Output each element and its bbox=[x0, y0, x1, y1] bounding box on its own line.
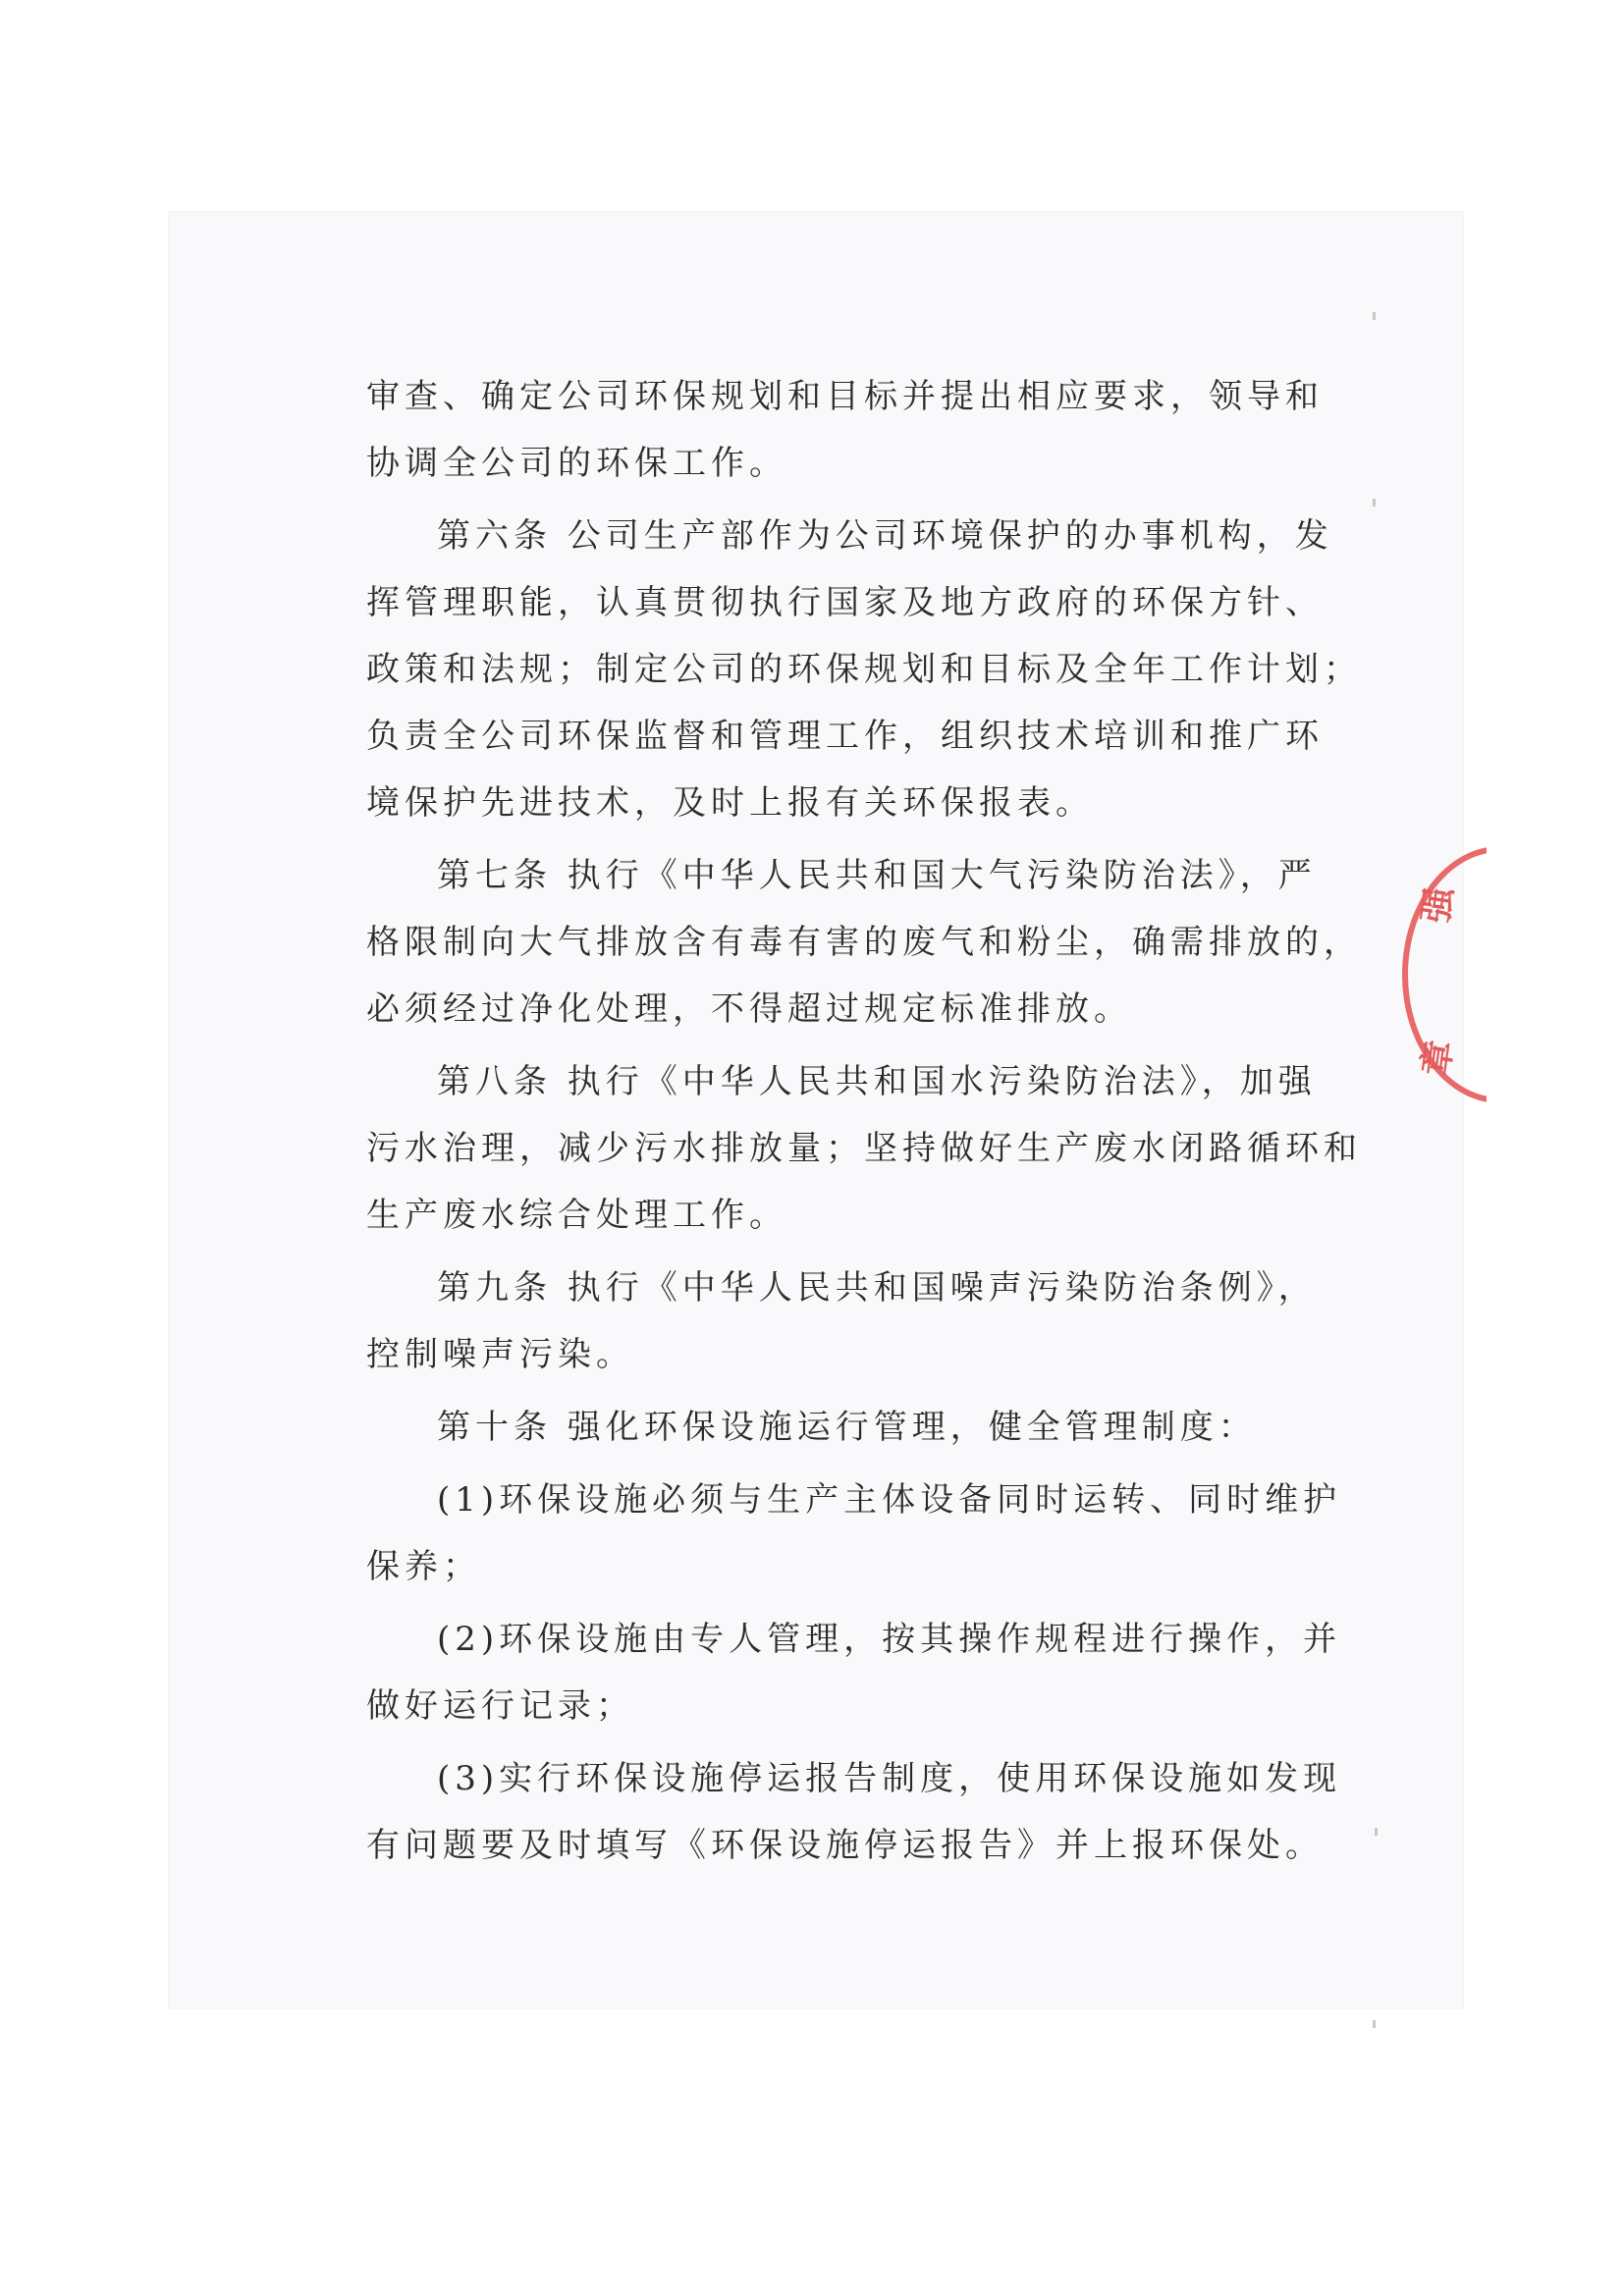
text-line: 做好运行记录； bbox=[366, 1686, 634, 1726]
text-line: (1)环保设施必须与生产主体设备同时运转、同时维护 bbox=[437, 1480, 1342, 1520]
text-line: 控制噪声污染。 bbox=[366, 1335, 634, 1374]
text-line: 第七条 执行《中华人民共和国大气污染防治法》，严 bbox=[437, 856, 1317, 895]
text-line: 第九条 执行《中华人民共和国噪声污染防治条例》， bbox=[437, 1268, 1317, 1308]
scan-mark bbox=[1373, 312, 1376, 320]
company-seal bbox=[1402, 846, 1487, 1103]
text-line: 保养； bbox=[366, 1547, 481, 1586]
text-line: 审查、确定公司环保规划和目标并提出相应要求，领导和 bbox=[366, 377, 1324, 416]
paragraph bbox=[366, 1745, 1342, 1879]
paragraph bbox=[366, 1255, 1317, 1388]
text-line: 政策和法规；制定公司的环保规划和目标及全年工作计划； bbox=[366, 650, 1362, 689]
text-line: 负责全公司环保监督和管理工作，组织技术培训和推广环 bbox=[366, 717, 1324, 756]
seal-character: 强 bbox=[1415, 884, 1461, 926]
paragraph bbox=[366, 363, 1324, 497]
text-line: (2)环保设施由专人管理，按其操作规程进行操作，并 bbox=[437, 1620, 1342, 1659]
scan-mark bbox=[1375, 1828, 1378, 1836]
text-line: 必须经过净化处理，不得超过规定标准排放。 bbox=[366, 989, 1132, 1029]
text-line: 格限制向大气排放含有毒有害的废气和粉尘，确需排放的， bbox=[366, 923, 1362, 962]
text-line: 有问题要及时填写《环保设施停运报告》并上报环保处。 bbox=[366, 1826, 1324, 1865]
scan-mark bbox=[1373, 499, 1376, 507]
text-line: 第八条 执行《中华人民共和国水污染防治法》，加强 bbox=[437, 1062, 1317, 1101]
paragraph bbox=[366, 1048, 1362, 1249]
paragraph bbox=[366, 1394, 1257, 1461]
seal-character: 章 bbox=[1415, 1038, 1461, 1079]
text-line: 协调全公司的环保工作。 bbox=[366, 444, 787, 483]
paragraph bbox=[366, 1467, 1342, 1600]
text-line: 第六条 公司生产部作为公司环境保护的办事机构，发 bbox=[437, 516, 1333, 556]
paragraph bbox=[366, 503, 1362, 836]
paragraph bbox=[366, 842, 1362, 1042]
text-line: (3)实行环保设施停运报告制度，使用环保设施如发现 bbox=[437, 1759, 1342, 1798]
paragraph bbox=[366, 1606, 1342, 1739]
text-line: 第十条 强化环保设施运行管理，健全管理制度： bbox=[437, 1408, 1257, 1447]
scan-mark bbox=[1373, 2020, 1376, 2028]
text-line: 污水治理，减少污水排放量；坚持做好生产废水闭路循环和 bbox=[366, 1129, 1362, 1168]
text-line: 生产废水综合处理工作。 bbox=[366, 1196, 787, 1235]
text-line: 境保护先进技术，及时上报有关环保报表。 bbox=[366, 783, 1094, 823]
document-body bbox=[366, 363, 1362, 1879]
text-line: 挥管理职能，认真贯彻执行国家及地方政府的环保方针、 bbox=[366, 583, 1324, 622]
